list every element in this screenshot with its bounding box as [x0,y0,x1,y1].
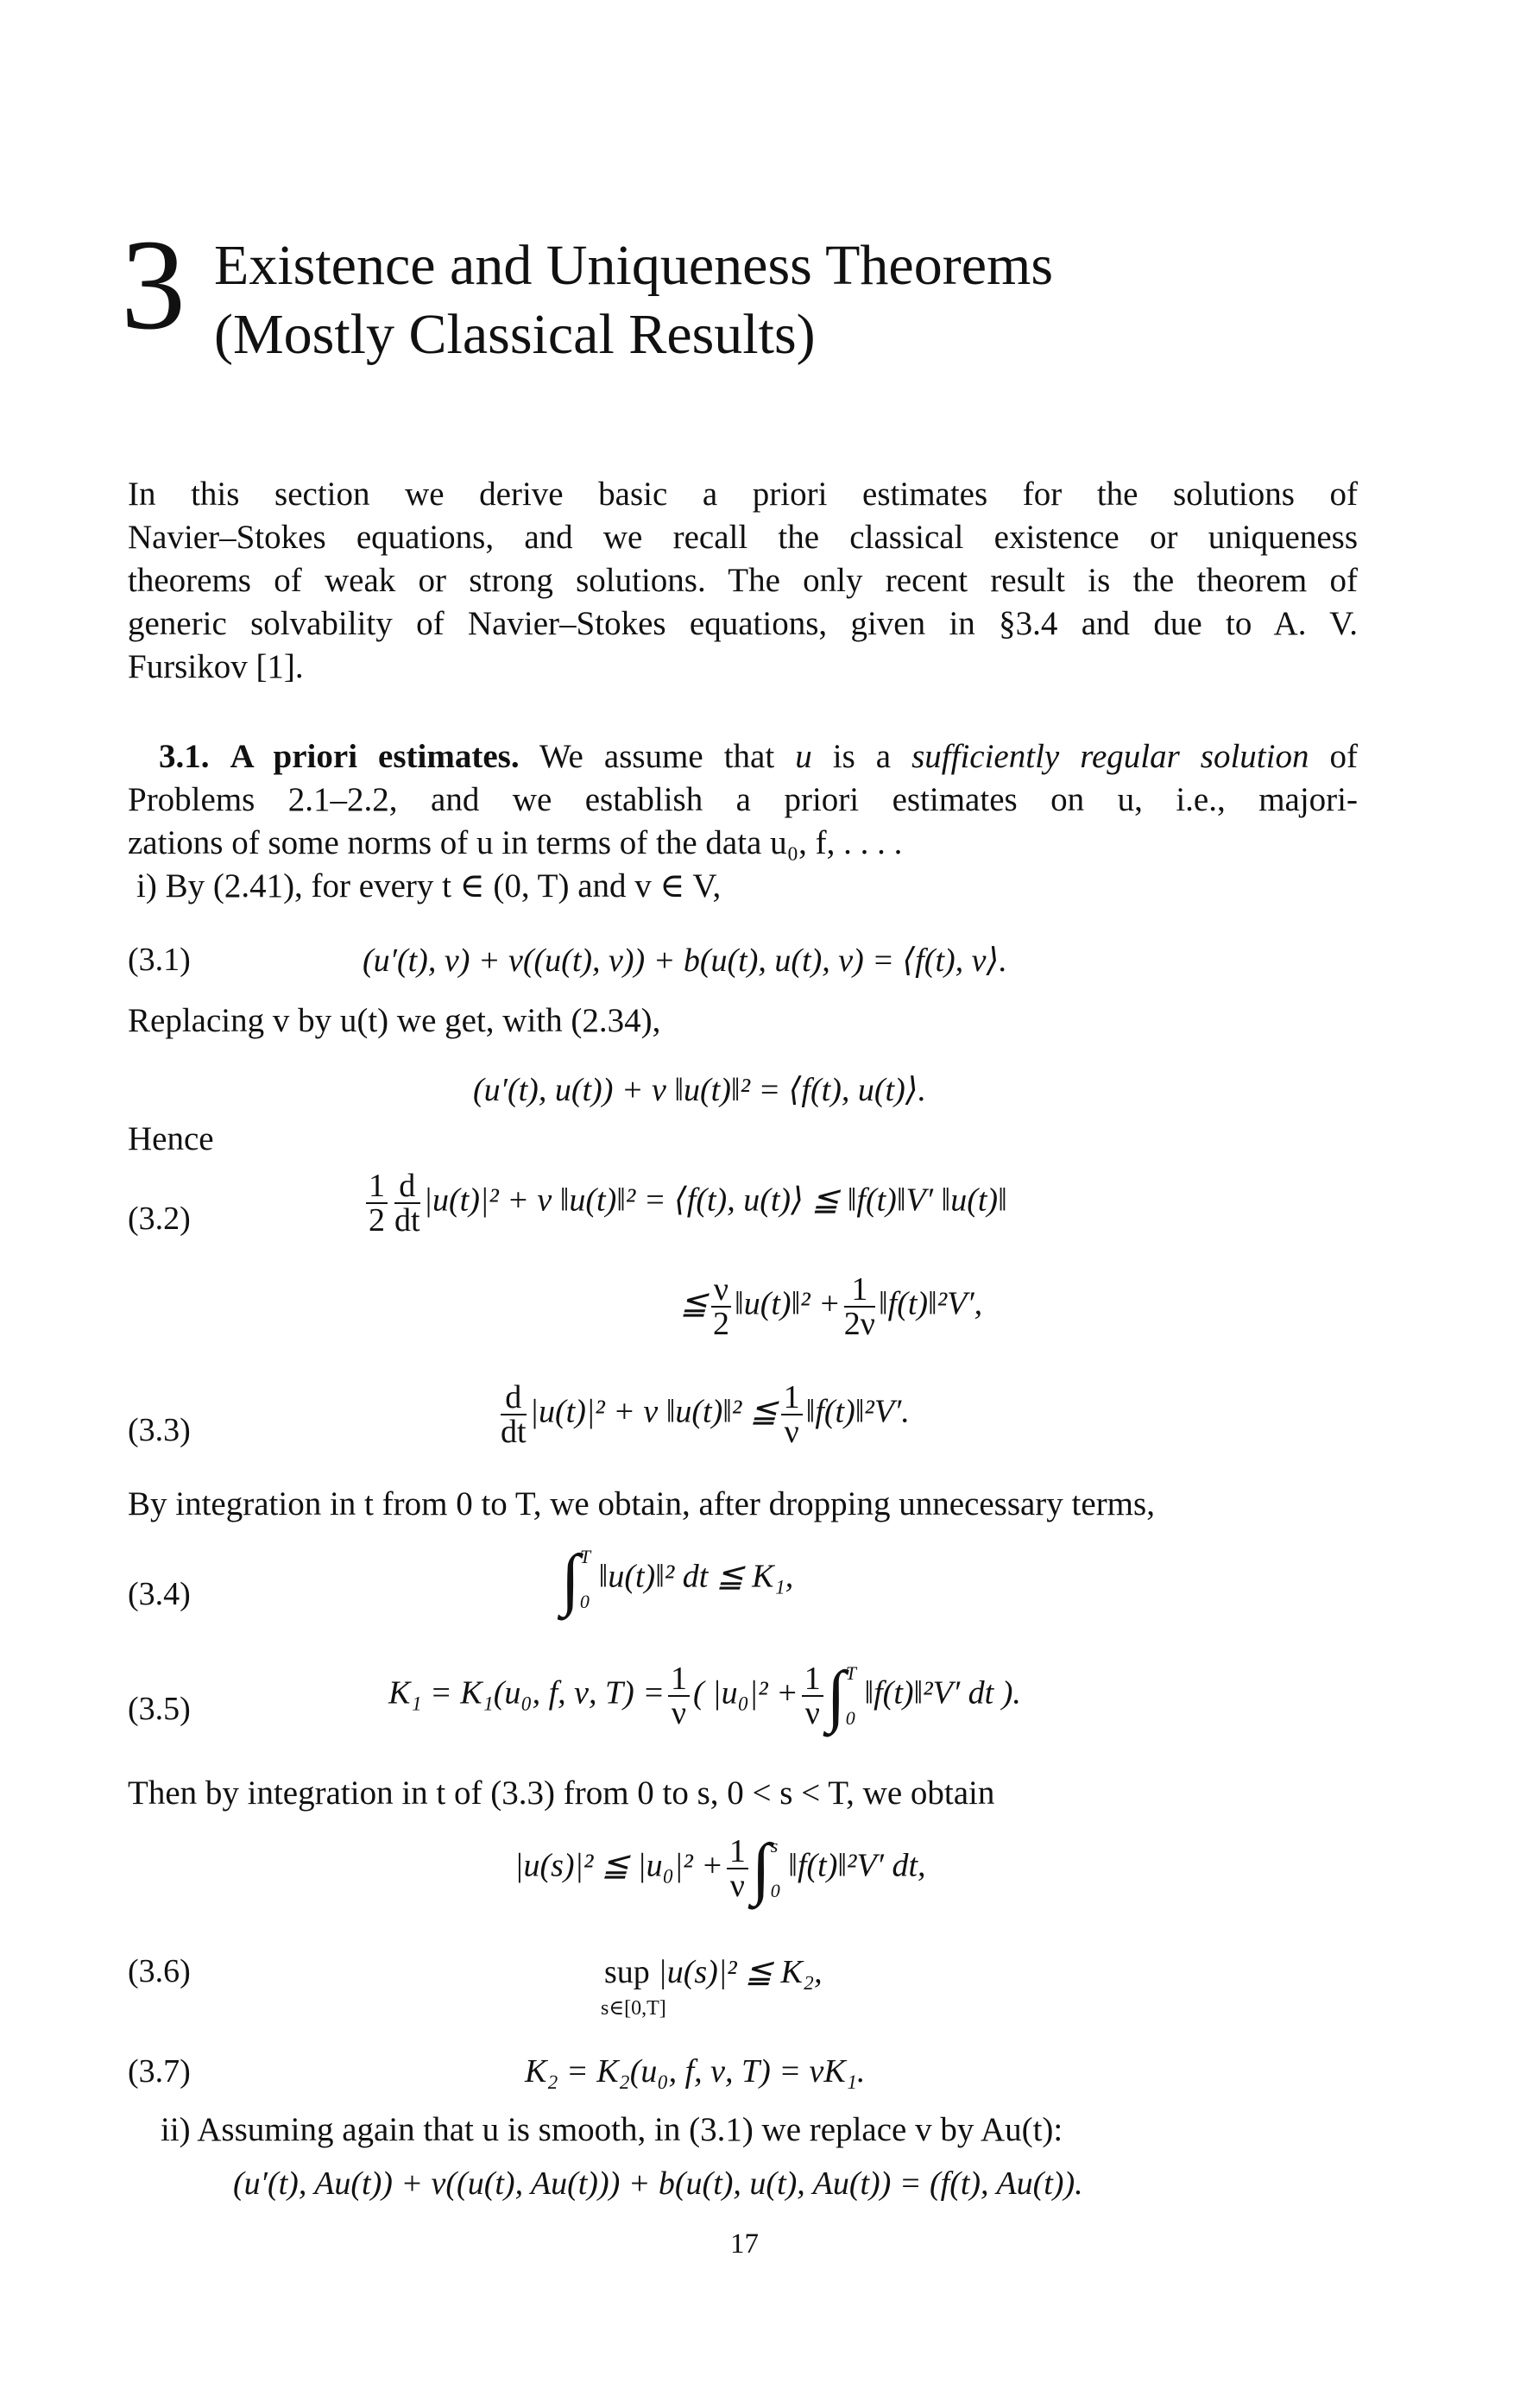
math-var: u [795,738,812,775]
fraction [668,1662,690,1730]
denominator: 2 [369,1202,385,1239]
integral-sign: ∫ [561,1541,580,1617]
denominator: ν [671,1695,687,1731]
equation-3-2-line-1 [363,1169,1007,1237]
equation-body: ‖f(t)‖²V′. [805,1393,910,1430]
chapter-title-line-1: Existence and Uniqueness Theorems [214,234,1054,297]
text-run: We assume that [519,738,796,775]
body-text: Replacing v by u(t) we get, with (2.34), [128,1002,661,1039]
equation-body: ‖f(t)‖²V′ dt ). [864,1674,1021,1711]
sup-operator: sup [604,1954,650,1990]
integral-limits [580,1548,590,1611]
denominator: ν [784,1414,799,1450]
intro-line: In this section we derive basic a priori estimates for the solutions of [128,476,1358,513]
section-heading-title: A priori estimates. [230,738,520,775]
numerator: 1 [668,1662,690,1697]
denominator: 2ν [843,1306,875,1342]
equation-body: K₁ = K₁(u₀, f, ν, T) = [388,1674,665,1711]
equation-3-1: (u′(t), v) + ν((u(t), v)) + b(u(t), u(t), v) = ⟨f(t), v⟩. [363,942,1007,979]
equation-3-7: K₂ = K₂(u₀, f, ν, T) = νK₁. [525,2053,866,2090]
intro-line: Fursikov [1]. [128,648,304,685]
body-text: By integration in t from 0 to T, we obtain, after dropping unnecessary terms, [128,1485,1155,1522]
lower-limit: 0 [770,1880,780,1901]
numerator: 1 [802,1662,823,1697]
sup-subscript: s∈[0,T] [601,1997,666,2020]
equation-3-3 [497,1381,910,1448]
equation-label: (3.3) [128,1412,191,1448]
equation-3-6 [604,1952,823,1991]
denominator: 2 [712,1306,729,1342]
fraction [727,1835,748,1902]
equation-body: ( |u₀|² + [692,1674,798,1711]
equation-body: ‖f(t)‖²V′ dt, [788,1847,926,1884]
integral-limits [846,1664,856,1728]
chapter-number: 3 [121,213,186,356]
text-run: of [1309,738,1358,775]
numerator: 1 [844,1273,875,1308]
intro-line: theorems of weak or strong solutions. The only recent result is the theorem of [128,562,1358,599]
equation-unlabeled-integral [514,1831,926,1907]
numerator: d [501,1381,527,1415]
equation-body: |u(s)|² ≦ K₂, [658,1954,823,1990]
fraction [781,1381,803,1448]
fraction [394,1169,420,1237]
equation-3-2-line-2 [680,1273,982,1340]
equation-label: (3.4) [128,1576,191,1612]
numerator: 1 [727,1835,748,1869]
equation-unlabeled: (u′(t), u(t)) + ν ‖u(t)‖² = ⟨f(t), u(t)⟩. [473,1072,927,1108]
section-3-1-line-1 [128,735,1358,779]
equation-body: |u(t)|² + ν ‖u(t)‖² ≦ [529,1393,778,1430]
equation-label: (3.7) [128,2053,191,2090]
numerator: ν [711,1273,731,1308]
chapter-title-line-2: (Mostly Classical Results) [214,303,816,366]
equation-3-4 [561,1541,794,1617]
page-number: 17 [730,2228,759,2260]
equation-label: (3.1) [128,942,191,978]
section-heading-number: 3.1. [159,738,210,775]
fraction [711,1273,731,1340]
equation-label: (3.5) [128,1691,191,1727]
equation-body: |u(t)|² + ν ‖u(t)‖² = ⟨f(t), u(t)⟩ ≦ ‖f(t)‖V′ ‖u(t)‖ [423,1182,1007,1219]
body-text: Then by integration in t of (3.3) from 0 to s, 0 < s < T, we obtain [128,1774,995,1812]
equation-body: ‖u(t)‖² + [735,1285,841,1322]
equation-label: (3.2) [128,1201,191,1237]
integral-sign: ∫ [751,1831,771,1907]
upper-limit: T [579,1546,591,1567]
upper-limit: T [845,1662,856,1684]
section-3-1-line-2: Problems 2.1–2.2, and we establish a priori estimates on u, i.e., majori- [128,781,1358,818]
section-3-1-line-4: i) By (2.41), for every t ∈ (0, T) and v ∈ V, [136,867,722,905]
denominator: ν [729,1868,745,1904]
intro-paragraph [128,473,1358,689]
denominator: ν [804,1695,820,1731]
text-run: is a [811,738,912,775]
section-3-1-paragraph [128,735,1358,908]
numerator: 1 [781,1381,803,1415]
body-text: Hence [128,1120,214,1157]
denominator: dt [394,1202,420,1239]
intro-line: generic solvability of Navier–Stokes equations, given in §3.4 and due to A. V. [128,605,1358,642]
lower-limit: 0 [579,1591,590,1612]
intro-line: Navier–Stokes equations, and we recall the classical existence or uniqueness [128,519,1358,556]
equation-body: ‖u(t)‖² dt ≦ K₁, [598,1558,794,1595]
body-text: ii) Assuming again that u is smooth, in (3.1) we replace v by Au(t): [161,2111,1063,2148]
equation-label: (3.6) [128,1953,191,1989]
upper-limit: s [770,1835,779,1856]
equation-body: ≦ [680,1285,708,1322]
section-3-1-line-3: zations of some norms of u in terms of the data u₀, f, . . . . [128,824,903,861]
denominator: dt [501,1414,527,1450]
equation-3-5 [388,1658,1021,1734]
emphasis-text: sufficiently regular solution [911,738,1309,775]
numerator: d [394,1169,420,1204]
equation-body: |u(s)|² ≦ |u₀|² + [514,1847,723,1884]
lower-limit: 0 [845,1707,855,1729]
numerator: 1 [366,1169,388,1204]
equation-final: (u′(t), Au(t)) + ν((u(t), Au(t))) + b(u(t), u(t), Au(t)) = (f(t), Au(t)). [233,2165,1083,2202]
fraction [844,1273,875,1340]
chapter-title [214,231,1053,369]
fraction [802,1662,823,1730]
equation-body: ‖f(t)‖²V′, [878,1285,983,1322]
fraction [501,1381,527,1448]
fraction [366,1169,388,1237]
integral-limits [771,1837,780,1901]
integral-sign: ∫ [826,1658,846,1734]
